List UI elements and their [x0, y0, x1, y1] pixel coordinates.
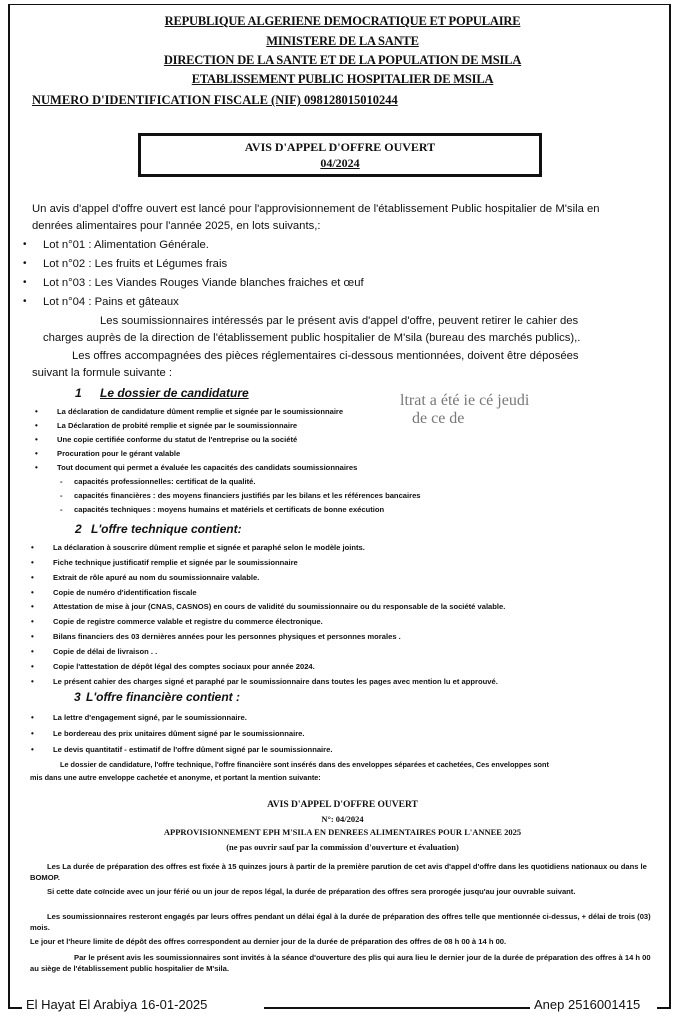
section-2-item: • Bilans financiers des 03 dernières années pour les personnes physiques et personnes morales .: [53, 632, 401, 641]
section-2-title: L'offre technique contient:: [91, 522, 242, 536]
bleed-through-line-1: ltrat a été ie cé jeudi: [400, 392, 530, 409]
header-republic: REPUBLIQUE ALGERIENE DEMOCRATIQUE ET POPULAIRE: [164, 14, 521, 28]
intro-line-1: Un avis d'appel d'offre ouvert est lancé pour l'approvisionnement de l'établissement Public hospitalier de M'sila en: [32, 203, 600, 215]
closing-paragraph-deadline: Le jour et l'heure limite de dépôt des offres correspondent au dernier jour de la durée de préparation des offres de 08 h 00 à 14 h 00.: [30, 937, 507, 946]
footer-anep-reference: Anep 2516001415: [534, 997, 641, 1012]
lot-3: • Lot n°03 : Les Viandes Rouges Viande blanches fraiches et œuf: [43, 277, 364, 289]
header-direction: DIRECTION DE LA SANTE ET DE LA POPULATION DE MSILA: [163, 53, 522, 67]
section-3-item: • Le bordereau des prix unitaires dûment signé par le soumissionnaire.: [53, 729, 305, 738]
envelope-label-object: APPROVISIONNEMENT EPH M'SILA EN DENREES ALIMENTAIRES POUR L'ANNEE 2025: [163, 827, 522, 837]
section-1-item: • Une copie certifiée conforme du statut de l'entreprise ou la société: [57, 435, 297, 444]
section-1-number: 1: [75, 386, 82, 400]
lot-2: • Lot n°02 : Les fruits et Légumes frais: [43, 258, 227, 270]
section-1-item: • La déclaration de candidature dûment remplie et signée par le soumissionnaire: [57, 407, 343, 416]
section-1-item: • Procuration pour le gérant valable: [57, 449, 180, 458]
section-1-item: • Tout document qui permet a évaluée les capacités des candidats soumissionnaires: [57, 463, 357, 472]
retrait-line-1: Les soumissionnaires intéressés par le présent avis d'appel d'offre, peuvent retirer le cahier des: [100, 315, 579, 327]
bleed-through-line-2: de ce de: [412, 410, 465, 427]
section-2-item: • Copie de numéro d'identification fiscale: [53, 588, 197, 597]
header-nif: NUMERO D'IDENTIFICATION FISCALE (NIF) 098128015010244: [32, 93, 398, 107]
closing-paragraph-holiday: Si cette date coïncide avec un jour férié ou un jour de repos légal, la durée de préparation des offres sera prorogée jusqu'au jour ouvrable suivant.: [47, 887, 576, 896]
intro-line-2: denrées alimentaires pour l'année 2025, en lots suivants,:: [32, 220, 321, 232]
title-box: [138, 133, 542, 177]
envelope-label-number: N°: 04/2024: [321, 814, 364, 824]
footer-rule-left: [8, 1007, 22, 1009]
closing-paragraph-validity: Les soumissionnaires resteront engagés par leurs offres pendant un délai égal à la durée de préparation des offres telle que mentionnée ci-dessus, + délai de trois (03) mois.: [30, 912, 651, 932]
footer-publication: El Hayat El Arabiya 16-01-2025: [26, 997, 208, 1012]
section-2-item: • Le présent cahier des charges signé et paraphé par le soumissionnaire dans toutes les pages avec mention lu et approuvé.: [53, 677, 498, 686]
retrait-line-2: charges auprès de la direction de l'établissement public hospitalier de M'sila (bureau des marchés publics),.: [43, 332, 581, 344]
closing-paragraph-opening: Par le présent avis les soumissionnaires sont invités à la séance d'ouverture des plis qui aura lieu le dernier jour de la durée de préparation des offres à 14 h 00 au siège de l'établissement public hospitalier de M'sila.: [30, 953, 651, 973]
section-3-title: L'offre financière contient :: [86, 690, 240, 704]
footer-rule-right: [657, 1007, 669, 1009]
section-1-subitem: - capacités financières : des moyens financiers justifiés par les bilans et les références bancaires: [74, 491, 421, 500]
lot-1: • Lot n°01 : Alimentation Générale.: [43, 239, 209, 251]
section-2-item: • Copie l'attestation de dépôt légal des comptes sociaux pour année 2024.: [53, 662, 315, 671]
section-2-number: 2: [75, 522, 82, 536]
section-1-item: • La Déclaration de probité remplie et signée par le soumissionnaire: [57, 421, 297, 430]
section-3-item: • La lettre d'engagement signé, par le soumissionnaire.: [53, 713, 247, 722]
section-2-item: • Copie de registre commerce valable et registre du commerce électronique.: [53, 617, 323, 626]
section-1-subitem: - capacités techniques : moyens humains et matériels et certificats de bonne exécution: [74, 505, 384, 514]
envelope-label-title: AVIS D'APPEL D'OFFRE OUVERT: [267, 800, 418, 810]
section-2-item: • Attestation de mise à jour (CNAS, CASNOS) en cours de validité du soumissionnaire ou du responsable de la société valable.: [53, 602, 505, 611]
retrait-line-3: Les offres accompagnées des pièces réglementaires ci-dessous mentionnées, doivent être déposées: [72, 350, 579, 362]
envelope-instruction-line-1: Le dossier de candidature, l'offre technique, l'offre financière sont insérés dans des enveloppes séparées et cachetées, Ces enveloppes sont: [60, 760, 549, 769]
lot-4: • Lot n°04 : Pains et gâteaux: [43, 296, 179, 308]
envelope-label-note: (ne pas ouvrir sauf par la commission d'ouverture et évaluation): [226, 842, 459, 852]
section-1-title: Le dossier de candidature: [100, 386, 249, 400]
closing-paragraph-duration: Les La durée de préparation des offres est fixée à 15 quinzes jours à partir de la première parution de cet avis d'appel d'offre dans les quotidiens nationaux ou dans le BOMOP.: [30, 862, 647, 882]
header-ministry: MINISTERE DE LA SANTE: [266, 34, 419, 48]
section-2-item: • Copie de délai de livraison . .: [53, 647, 157, 656]
section-3-number: 3: [74, 690, 81, 704]
section-3-item: • Le devis quantitatif - estimatif de l'offre dûment signé par le soumissionnaire.: [53, 745, 332, 754]
retrait-line-4: suivant la formule suivante :: [32, 367, 173, 379]
title-box-number: 04/2024: [320, 156, 360, 170]
bleed-through-text: [400, 392, 529, 428]
section-2-item: • Extrait de rôle apuré au nom du soumissionnaire valable.: [53, 573, 259, 582]
section-2-item: • Fiche technique justificatif remplie et signée par le soumissionnaire: [53, 558, 298, 567]
title-box-title: AVIS D'APPEL D'OFFRE OUVERT: [244, 140, 436, 154]
section-2-item: • La déclaration à souscrire dûment remplie et signée et paraphé selon le modèle joints.: [53, 543, 365, 552]
footer-rule-middle: [264, 1007, 530, 1009]
header-establishment: ETABLISSEMENT PUBLIC HOSPITALIER DE MSILA: [191, 72, 494, 86]
section-1-subitem: - capacités professionnelles: certificat de la qualité.: [74, 477, 255, 486]
envelope-instruction-line-2: mis dans une autre enveloppe cachetée et anonyme, et portant la mention suivante:: [30, 773, 321, 782]
